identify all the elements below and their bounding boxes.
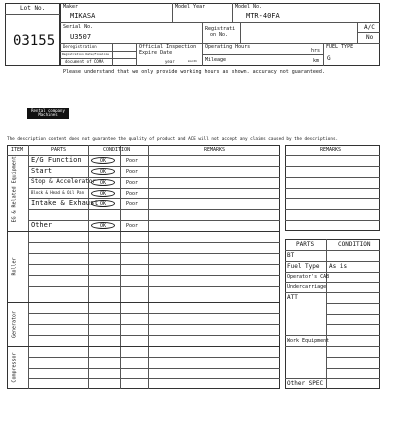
ok-checkbox[interactable]: OK (91, 168, 115, 175)
poor-option[interactable]: Poor (126, 223, 139, 229)
ok-checkbox[interactable]: OK (91, 190, 115, 197)
month-label: month (188, 59, 198, 63)
group-roller-label: Roller (11, 257, 18, 276)
poor-option[interactable]: Poor (126, 201, 139, 207)
part-block-head-oilpan: Block & Head & Oil Pan (31, 190, 84, 195)
spec-operators-cab-label: Operator's CAB (287, 274, 330, 280)
part-other: Other (31, 221, 53, 229)
spec-fuel-type-value: As is (329, 263, 348, 270)
poor-option[interactable]: Poor (126, 169, 139, 175)
spec-other-spec-label: Other SPEC (287, 380, 324, 387)
model-no-value: MTR-40FA (246, 12, 280, 20)
spec-att-label: ATT (287, 294, 298, 301)
ok-checkbox[interactable]: OK (91, 179, 115, 186)
registration-label-2: on No. (210, 32, 229, 38)
col-item-header: ITEM (11, 147, 24, 153)
spec-col-condition-header: CONDITION (338, 241, 371, 248)
ac-label: A/C (364, 24, 375, 31)
official-inspection-label: Official Inspection (139, 44, 197, 50)
banner-line-1: Rental company (31, 108, 65, 113)
spec-undercarriage-label: Undercarriage (287, 284, 327, 290)
fuel-type-label: FUEL TYPE (326, 44, 354, 50)
operating-hours-label: Operating Hours (205, 44, 251, 50)
mileage-label: Mileage (205, 57, 227, 63)
poor-option[interactable]: Poor (126, 158, 139, 164)
col-parts-header: PARTS (51, 147, 67, 153)
document-label: document of COMA (65, 59, 104, 64)
fuel-type-value: G (327, 55, 331, 62)
poor-option[interactable]: Poor (126, 180, 139, 186)
part-eg-function: E/G Function (31, 156, 82, 164)
maker-value: MIKASA (70, 12, 96, 20)
right-remarks-title: REMARKS (320, 147, 342, 153)
ok-checkbox[interactable]: OK (91, 222, 115, 229)
lot-number-value: 03155 (13, 33, 56, 49)
deregistration-label: Deregistration (63, 44, 97, 49)
spec-col-parts-header: PARTS (296, 241, 315, 248)
maker-label: Maker (63, 4, 79, 10)
hrs-label: hrs (311, 48, 321, 54)
model-year-label: Model Year (175, 4, 206, 10)
group-generator-label: Generator (11, 310, 18, 339)
model-no-label: Model No. (235, 4, 263, 10)
registration-label-1: Registrati (205, 26, 236, 32)
ok-checkbox[interactable]: OK (91, 200, 115, 207)
expire-date-label: Expire Date (139, 50, 173, 56)
poor-option[interactable]: Poor (126, 191, 139, 197)
ok-checkbox[interactable]: OK (91, 157, 115, 164)
notice-text: Please understand that we only provide working hours as shown. accuracy not guaranteed. (63, 69, 325, 75)
spec-fuel-type-label: Fuel Type (287, 263, 320, 270)
part-start: Start (31, 167, 53, 175)
group-engine-label: EG & Related Equipment (11, 156, 18, 223)
banner-line-2: Machines (38, 112, 58, 117)
registration-date-label: Registration Date/Finalize (62, 52, 109, 56)
disclaimer-text: The description content does not guarantee the quality of product and ACE will not accept any claims caused by the descriptions. (7, 137, 339, 142)
rental-company-banner (27, 108, 69, 119)
part-stop-accelerator: Stop & Accelerator (31, 178, 97, 185)
year-label: year (165, 59, 175, 64)
group-compressor-label: Compressor (11, 352, 18, 383)
lot-number-label: Lot No. (20, 5, 46, 12)
col-condition-header: CONDITION (103, 147, 131, 153)
km-label: km (313, 58, 320, 64)
spec-bt-label: BT (287, 252, 295, 259)
part-intake-exhaust: Intake & Exhaust (31, 199, 99, 207)
serial-value: U3507 (70, 33, 92, 41)
spec-work-equipment-label: Work Equipment (287, 338, 330, 344)
col-remarks-header: REMARKS (204, 147, 226, 153)
ac-value: No (366, 34, 374, 41)
serial-label: Serial No. (63, 24, 94, 30)
